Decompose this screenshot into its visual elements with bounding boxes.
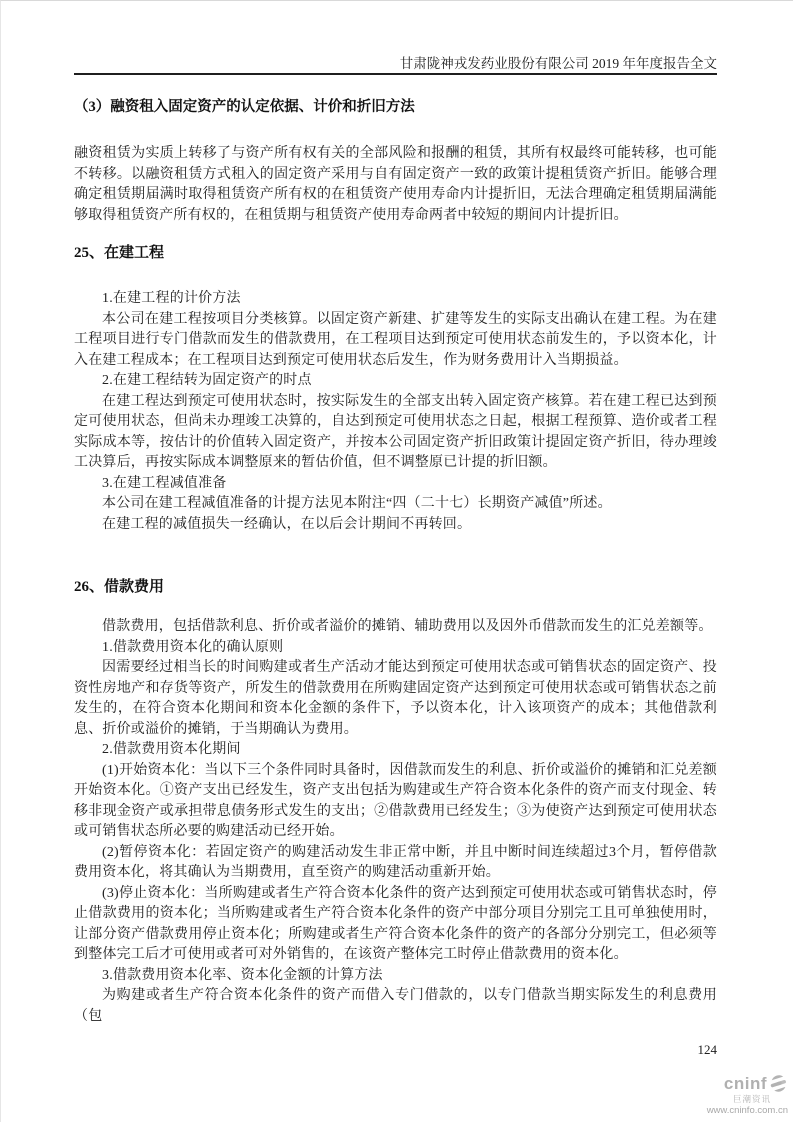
cninfo-chinese-name: 巨潮资讯 xyxy=(732,1093,771,1104)
paragraph: (2)暂停资本化：若固定资产的购建活动发生非正常中断，并且中断时间连续超过3个月，暂停借款费用资本化，将其确认为当期费用，直至资产的购建活动重新开始。 xyxy=(74,844,717,880)
paragraph: 因需要经过相当长的时间购建或者生产活动才能达到预定可使用状态或可销售状态的固定资产、投资性房地产和存货等资产，所发生的借款费用在所购建固定资产达到预定可使用状态或可销售状态之前发生的，在符合资本化期间和资本化金额的条件下，予以资本化，计入该项资产的成本；其他借款利息、折价或溢价的摊销，于当期确认为费用。 xyxy=(74,660,717,737)
paragraph: 1.借款费用资本化的确认原则 xyxy=(102,639,284,655)
report-header-title: 甘肃陇神戎发药业股份有限公司 2019 年年度报告全文 xyxy=(399,56,717,71)
page-number: 124 xyxy=(697,1042,717,1057)
page-header xyxy=(74,1,717,75)
paragraph: 融资租赁为实质上转移了与资产所有权有关的全部风险和报酬的租赁，其所有权最终可能转移，也可能不转移。以融资租赁方式租入的固定资产采用与自有固定资产一致的政策计提租赁资产折旧。能够合理确定租赁期届满时取得租赁资产所有权的在租赁资产使用寿命内计提折旧，无法合理确定租赁期届满能够取得租赁资产所有权的，在租赁期与租赁资产使用寿命两者中较短的期间内计提折旧。 xyxy=(74,146,717,223)
cninfo-logo xyxy=(658,1075,788,1116)
paragraph: 2.在建工程结转为固定资产的时点 xyxy=(102,373,312,388)
document-content xyxy=(74,97,717,1027)
cninfo-swoosh-icon xyxy=(769,1075,788,1093)
paragraph: 本公司在建工程按项目分类核算。以固定资产新建、扩建等发生的实际支出确认在建工程。为在建工程项目进行专门借款而发生的借款费用，在工程项目达到预定可使用状态前发生的，予以资本化，计入在建工程成本；在工程项目达到预定可使用状态后发生，作为财务费用计入当期损益。 xyxy=(74,311,717,368)
section-construction-in-progress xyxy=(74,242,717,535)
section-heading: 26、借款费用 xyxy=(74,579,165,595)
paragraph: 在建工程达到预定可使用状态时，按实际发生的全部支出转入固定资产核算。若在建工程已达到预定可使用状态，但尚未办理竣工决算的，自达到预定可使用状态之日起，根据工程预算、造价或者工程实际成本等，按估计的价值转入固定资产，并按本公司固定资产折旧政策计提固定资产折旧，待办理竣工决算后，再按实际成本调整原来的暂估价值，但不调整原已计提的折旧额。 xyxy=(74,393,717,470)
paragraph: (1)开始资本化：当以下三个条件同时具备时，因借款而发生的利息、折价或溢价的摊销和汇兑差额开始资本化。①资产支出已经发生，资产支出包括为购建或生产符合资本化条件的资产而支付现金、转移非现金资产或承担带息债务形式发生的支出；②借款费用已经发生；③为使资产达到预定可使用状态或可销售状态所必要的购建活动已经开始。 xyxy=(74,762,717,839)
paragraph: 2.借款费用资本化期间 xyxy=(102,742,241,757)
section-heading: 25、在建工程 xyxy=(74,245,165,261)
section-financing-lease-fixed-assets xyxy=(74,97,717,226)
paragraph: 1.在建工程的计价方法 xyxy=(102,291,241,306)
paragraph: 3.借款费用资本化率、资本化金额的计算方法 xyxy=(102,967,383,983)
paragraph: 3.在建工程减值准备 xyxy=(102,475,227,491)
cninfo-logo-row xyxy=(658,1075,788,1094)
paragraph: 在建工程的减值损失一经确认，在以后会计期间不再转回。 xyxy=(102,516,472,532)
section-heading: （3）融资租入固定资产的认定依据、计价和折旧方法 xyxy=(74,99,415,115)
paragraph: 借款费用，包括借款利息、折价或者溢价的摊销、辅助费用以及因外币借款而发生的汇兑差额等。 xyxy=(102,619,713,634)
paragraph: 为购建或者生产符合资本化条件的资产而借入专门借款的，以专门借款当期实际发生的利息费用（包 xyxy=(74,988,717,1024)
paragraph: 本公司在建工程减值准备的计提方法见本附注“四（二十七）长期资产减值”所述。 xyxy=(102,496,612,511)
cninfo-brand-text: cninf xyxy=(723,1074,767,1093)
section-borrowing-costs xyxy=(74,576,717,1027)
cninfo-url: www.cninfo.com.cn xyxy=(706,1105,788,1117)
paragraph: (3)停止资本化：当所购建或者生产符合资本化条件的资产达到预定可使用状态或可销售状态时，停止借款费用的资本化；当所购建或者生产符合资本化条件的资产中部分项目分别完工且可单独使用时，让部分资产借款费用停止资本化；所购建或者生产符合资本化条件的资产的各部分分别完工，但必须等到整体完工后才可使用或者可对外销售的，在该资产整体完工时停止借款费用的资本化。 xyxy=(74,885,717,962)
